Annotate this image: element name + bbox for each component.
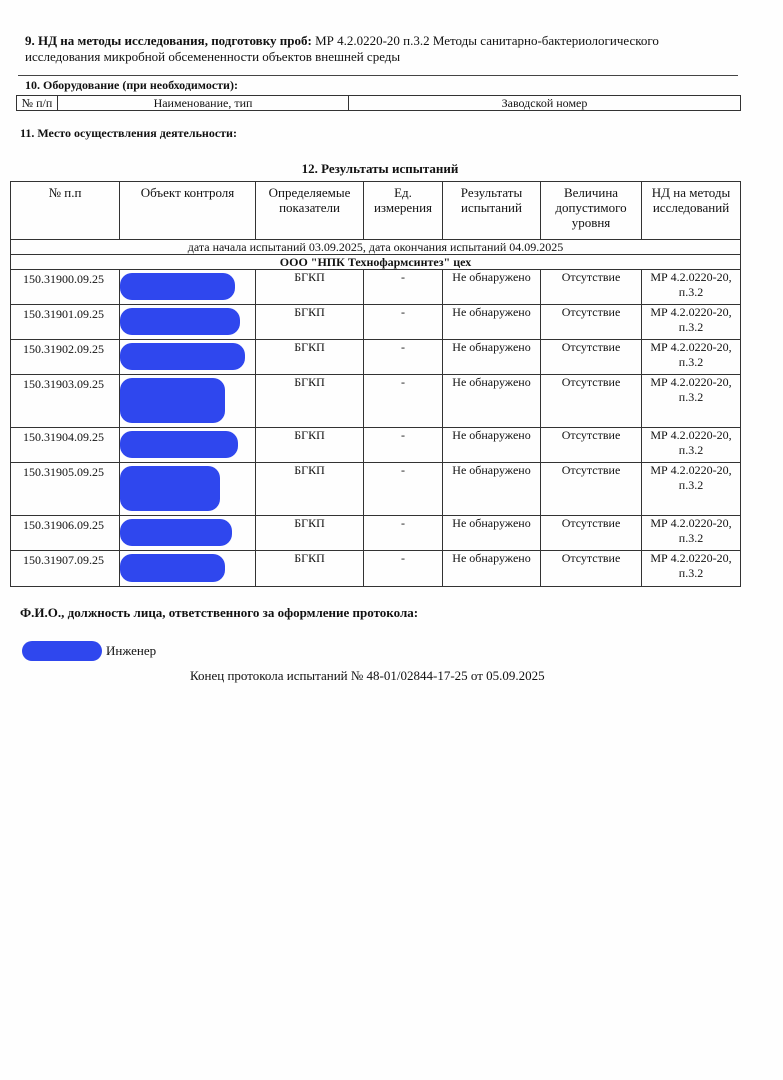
row-object [120,340,256,375]
equipment-header-serial: Заводской номер [349,96,741,111]
row-result: Не обнаружено [443,463,541,516]
row-id: 150.31904.09.25 [11,428,120,463]
row-id: 150.31905.09.25 [11,463,120,516]
row-unit: - [364,305,443,340]
header-nd: НД на методы исследований [642,182,741,240]
section-9-text: МР 4.2.0220-20 п.3.2 Методы санитарно-бактериологического исследования микробной обсемененности объектов внешней среды [25,33,659,64]
row-nd: МР 4.2.0220-20, п.3.2 [642,375,741,428]
equipment-table [16,95,741,111]
row-object [120,516,256,551]
redacted-object [120,431,238,458]
row-id: 150.31901.09.25 [11,305,120,340]
results-table [10,181,741,587]
row-indicator: БГКП [256,551,364,587]
redacted-object [120,273,235,300]
equipment-header-num: № п/п [17,96,58,111]
row-limit: Отсутствие [541,551,642,587]
redacted-object [120,378,225,423]
row-limit: Отсутствие [541,463,642,516]
equipment-header-name: Наименование, тип [58,96,349,111]
row-id: 150.31907.09.25 [11,551,120,587]
row-nd: МР 4.2.0220-20, п.3.2 [642,516,741,551]
section-9 [25,33,730,65]
row-object [120,463,256,516]
table-row [11,428,741,463]
redacted-object [120,554,225,582]
row-limit: Отсутствие [541,375,642,428]
table-row [11,270,741,305]
table-row [11,463,741,516]
section-11-label: 11. Место осуществления деятельности: [20,126,237,140]
row-id: 150.31902.09.25 [11,340,120,375]
test-dates: дата начала испытаний 03.09.2025, дата окончания испытаний 04.09.2025 [11,240,741,255]
row-indicator: БГКП [256,340,364,375]
row-unit: - [364,463,443,516]
header-unit: Ед. измерения [364,182,443,240]
row-unit: - [364,428,443,463]
header-indicator: Определяемые показатели [256,182,364,240]
row-nd: МР 4.2.0220-20, п.3.2 [642,340,741,375]
row-result: Не обнаружено [443,305,541,340]
redacted-object [120,308,240,335]
row-nd: МР 4.2.0220-20, п.3.2 [642,305,741,340]
row-limit: Отсутствие [541,270,642,305]
row-result: Не обнаружено [443,516,541,551]
redacted-object [120,519,232,546]
row-object [120,375,256,428]
section-12-title: 12. Результаты испытаний [301,161,459,176]
row-unit: - [364,375,443,428]
row-nd: МР 4.2.0220-20, п.3.2 [642,428,741,463]
redacted-object [120,466,220,511]
section-9-label: 9. НД на методы исследования, подготовку проб: [25,33,312,48]
row-limit: Отсутствие [541,516,642,551]
row-id: 150.31906.09.25 [11,516,120,551]
row-nd: МР 4.2.0220-20, п.3.2 [642,463,741,516]
table-row [11,375,741,428]
row-indicator: БГКП [256,375,364,428]
row-nd: МР 4.2.0220-20, п.3.2 [642,551,741,587]
row-indicator: БГКП [256,516,364,551]
row-object [120,551,256,587]
header-object: Объект контроля [120,182,256,240]
row-indicator: БГКП [256,305,364,340]
row-result: Не обнаружено [443,375,541,428]
redacted-object [120,343,245,370]
row-unit: - [364,551,443,587]
row-result: Не обнаружено [443,340,541,375]
responsible-label: Ф.И.О., должность лица, ответственного за оформление протокола: [20,605,419,620]
responsible-position: Инженер [106,643,157,658]
organization: ООО "НПК Технофармсинтез" цех [11,255,741,270]
row-indicator: БГКП [256,463,364,516]
row-result: Не обнаружено [443,428,541,463]
row-unit: - [364,516,443,551]
redacted-name [22,641,102,661]
row-indicator: БГКП [256,428,364,463]
row-unit: - [364,340,443,375]
table-row [11,551,741,587]
row-id: 150.31900.09.25 [11,270,120,305]
row-id: 150.31903.09.25 [11,375,120,428]
row-result: Не обнаружено [443,551,541,587]
header-result: Результаты испытаний [443,182,541,240]
row-indicator: БГКП [256,270,364,305]
row-limit: Отсутствие [541,340,642,375]
row-nd: МР 4.2.0220-20, п.3.2 [642,270,741,305]
responsible-person [22,641,156,661]
row-limit: Отсутствие [541,428,642,463]
table-row [11,305,741,340]
row-result: Не обнаружено [443,270,541,305]
end-of-protocol: Конец протокола испытаний № 48-01/02844-17-25 от 05.09.2025 [190,668,545,683]
row-object [120,428,256,463]
row-object [120,305,256,340]
row-object [120,270,256,305]
row-unit: - [364,270,443,305]
header-limit: Величина допустимого уровня [541,182,642,240]
table-row [11,516,741,551]
divider [18,75,738,76]
header-num: № п.п [11,182,120,240]
row-limit: Отсутствие [541,305,642,340]
section-10-label: 10. Оборудование (при необходимости): [25,78,238,92]
table-row [11,340,741,375]
